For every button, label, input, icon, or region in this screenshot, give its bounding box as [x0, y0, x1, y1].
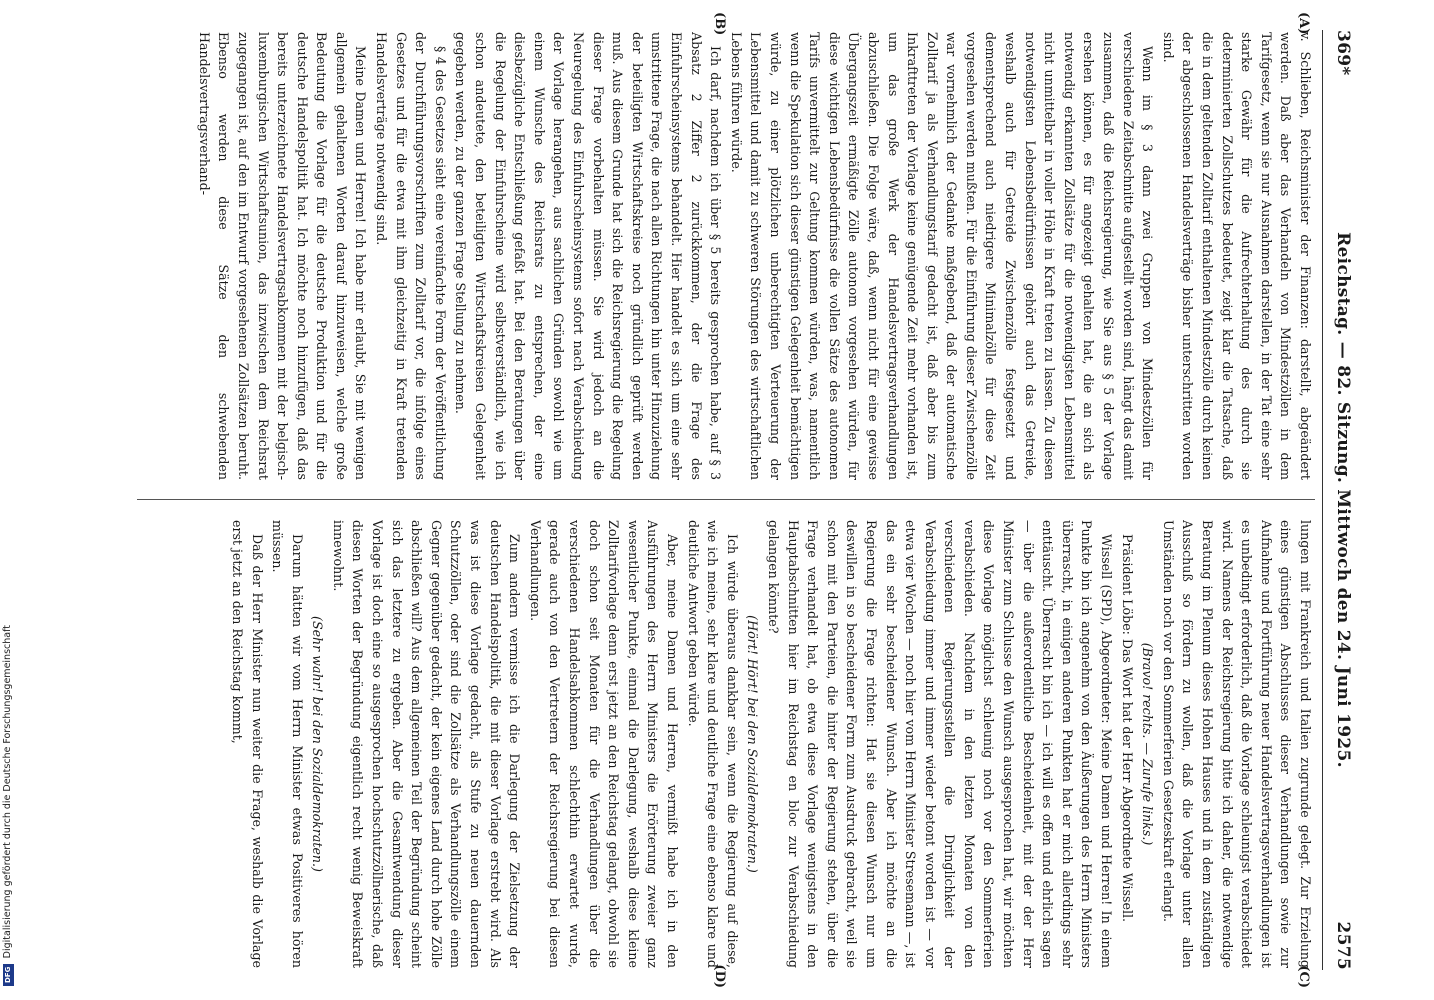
document-page	[67, 10, 1367, 990]
paragraph: Ich darf, nachdem ich über § 5 bereits gesprochen habe, auf § 3 Absatz 2 Ziffer 2 zurückkommen, der die Frage des Einfuhrscheinsystems behandelt. Hier handelt es sich um eine sehr umstrittene Frage, die nach allen Richtungen hin unter Hinzuziehung der beteiligten Wirtschaftskreise noch gründlich geprüft werden muß. Aus diesem Grunde hat sich die Reichsregierung die Regelung dieser Frage vorbehalten müssen. Sie wird jedoch an die Neuregelung des Einfuhrscheinsystems sofort nach Verabschiedung der Vorlage herangehen, aus sachlichen Gründen sowohl wie um einem Wunsche des Reichsrats zu entsprechen, der eine diesbezügliche Entschließung gefaßt hat. Bei den Beratungen über die Regelung der Einfuhrscheine wird selbstverständlich, wie ich schon andeutete, den beteiligten Wirtschaftskreisen Gelegenheit gegeben werden, zu der ganzen Frage Stellung zu nehmen.	[453, 32, 724, 480]
paragraph: Meine Damen und Herren! Ich habe mir erlaubt, Sie mit wenigen allgemein gehaltenen Worten darauf hinzuweisen, welche große Bedeutung die Vorlage für die deutsche Produktion und für die deutsche Handelspolitik hat. Ich möchte noch hinzufügen, daß das bereits unterzeichnete Handelsvertragsabkommen mit der belgisch-luxemburgischen Wirtschaftsunion, das inzwischen dem Reichsrat zugegangen ist, auf den im Entwurf vorgesehenen Zollsätzen beruht. Ebenso werden diese Sätze den schwebenden Handelsvertragsverhand-	[196, 32, 369, 480]
page-header	[1327, 30, 1353, 970]
margin-mark-c: (C)	[1296, 965, 1311, 988]
paragraph: v. Schlieben, Reichsminister der Finanzen: darstellt, abgeändert werden. Daß aber das Verhandeln von Mindestzöllen in dem Tarifgesetz, wenn sie nur Ausnahmen darstellen, in der Tat eine sehr starke Gewähr für die Aufrechterhaltung des durch sie determinierten Zollschutzes bedeutet, zeigt klar die Tatsache, daß die in dem geltenden Zolltarif enthaltenen Mindestzölle durch keinen der abgeschlossenen Handelsverträge bisher unterschritten worden sind.	[1160, 32, 1313, 480]
interjection: (Bravo! rechts. — Zurufe links.)	[1140, 642, 1156, 846]
paragraph: Wissell (SPD), Abgeordneter: Meine Damen und Herren! In einem Punkte bin ich angenehm von den Äußerungen des Herrn Ministers überrascht, in einigen anderen Punkten hat er mich allerdings sehr enttäuscht. Überrascht bin ich — ich will es offen und ehrlich sagen — über die außerordentliche Bescheidenheit, mit der der Herr Minister zum Schlusse den Wunsch ausgesprochen hat, wir möchten diese Vorlage möglichst schleunig noch vor den Sommerferien verabschieden. Nachdem in den letzten Monaten von den verschiedenen Regierungsstellen die Dringlichkeit der Verabschiedung immer und immer wieder betont worden ist — vor etwa vier Wochen — noch hier vom Herrn Minister Stresemann —, ist das ein sehr bescheidener Wunsch. Aber ich möchte an die Regierung die Frage richten: Hat sie diesen Wunsch nur um deswillen in so bescheidener Form zum Ausdruck gebracht, weil sie schon mit den Parteien, die hinter der Regierung stehen, über die Frage verhandelt hat, ob etwa diese Vorlage wenigstens in den Hauptabschnitten hier im Reichstag en bloc zur Verabschiedung gelangen könnte?	[765, 520, 1115, 968]
header-rule	[1322, 30, 1323, 970]
interjection: (Sehr wahr! bei den Sozialdemokraten.)	[310, 616, 326, 872]
paragraph: Zum andern vermisse ich die Darlegung der Zielsetzung der deutschen Handelspolitik, die mit dieser Vorlage erstrebt wird. Als was ist diese Vorlage gedacht, als Stufe zu neuen dauernden Schutzzöllen, oder sind die Zollsätze als Verhandlungszölle einem Gegner gegenüber gedacht, der kein eigenes Land durch hohe Zölle abschließen will? Aus dem allgemeinen Teil der Begründung scheint sich das letztere zu ergeben. Aber die Gesamtwendung dieser Vorlage ist doch eine so ausgesprochen hochschutzzöllnerische, daß diesen Worten der Begründung eigentlich recht wenig Beweiskraft innewohnt.	[330, 520, 523, 968]
paragraph: lungen mit Frankreich und Italien zugrunde gelegt. Zur Erzielung eines günstigen Abschlusses dieser Verhandlungen sowie zur Aufnahme und Fortführung neuer Handelsvertragsverhandlungen ist es unbedingt erforderlich, daß die Vorlage schleunigst verabschiedet wird. Namens der Reichsregierung bitte ich daher, die notwendige Beratung im Plenum dieses Hohen Hauses und in dem zuständigen Ausschuß so fördern zu wollen, daß die Vorlage unter allen Umständen noch vor den Sommerferien Gesetzeskraft erlangt.	[1160, 520, 1313, 968]
left-column	[137, 32, 1315, 480]
margin-mark-b: (B)	[712, 12, 727, 36]
paragraph: Darum hätten wir vom Herrn Minister etwas Positiveres hören müssen.	[270, 520, 305, 968]
digitization-sidebar	[2, 120, 16, 992]
paragraph: § 4 des Gesetzes sieht eine vereinfachte Form der Veröffentlichung der Durchführungsvorschriften zum Zolltarif vor, die infolge eines Gesetzes und für die etwa mit ihm gleichzeitig in Kraft tretenden Handelsverträge notwendig sind.	[374, 32, 448, 480]
paragraph: Daß der Herr Minister nun weiter die Frage, weshalb die Vorlage erst jetzt an den Reichstag kommt,	[229, 520, 265, 968]
paragraph: Wenn im § 3 dann zwei Gruppen von Mindestzöllen für verschiedene Zeitabschnitte aufgestellt worden sind, hängt das damit zusammen, daß die Reichsregierung, wie Sie aus § 5 der Vorlage ersehen können, es für angezeigt gehalten hat, die an sich als notwendig erkannten Zollsätze für die notwendigsten Lebensmittel nicht unmittelbar in voller Höhe in Kraft treten zu lassen. Zu diesen notwendigsten Lebensbedürfnissen gehört auch das Getreide, weshalb auch für Getreide Zwischenzölle festgesetzt und dementsprechend auch niedrigere Minimalzölle für diese Zeit vorgesehen werden mußten. Für die Einführung dieser Zwischenzölle war vornehmlich der Gedanke maßgebend, daß der automatische Zolltarif ja als Verhandlungstarif gedacht ist, daß aber bis zum Inkrafttreten der Vorlage keine genügende Zeit mehr vorhanden ist, um das große Werk der Handelsvertragsverhandlungen abzuschließen. Die Folge wäre, daß, wenn nicht für eine gewisse Übergangszeit ermäßigte Zölle autonom vorgesehen würden, für diese wichtigen Lebensbedürfnisse die vollen Sätze des autonomen Tarifs unvermittelt zur Geltung kommen würden, was, namentlich wenn die Spekulation sich dieser günstigen Gelegenheit bemächtigen würde, zu einer plötzlichen unberechtigten Verteuerung der Lebensmittel und damit zu schweren Störungen des wirtschaftlichen Lebens führen würde.	[728, 32, 1156, 480]
paragraph: Präsident Löbe: Das Wort hat der Herr Abgeordnete Wissell.	[1119, 534, 1135, 923]
dfg-logo: DFG	[3, 964, 14, 986]
funding-note: Digitalisierung gefördert durch die Deutsche Forschungsgemeinschaft	[2, 624, 13, 958]
paragraph: Ich würde überaus dankbar sein, wenn die Regierung auf diese, wie ich meine, sehr klare und deutliche Frage eine ebenso klare und deutliche Antwort geben würde.	[685, 520, 740, 968]
right-column	[137, 520, 1315, 968]
margin-mark-a: (A)	[1296, 12, 1311, 35]
header-title: Reichstag. — 82. Sitzung. Mittwoch den 24. Juni 1925.	[1333, 232, 1353, 768]
page-number-left: 369*	[1333, 30, 1353, 76]
page-number-right: 2575	[1333, 921, 1353, 970]
column-divider	[137, 499, 1315, 500]
interjection: (Hört! Hört! bei den Sozialdemokraten.)	[745, 615, 761, 873]
margin-mark-d: (D)	[712, 964, 727, 988]
paragraph: Aber, meine Damen und Herren, vermißt habe ich in den Ausführungen des Herrn Ministers die Erörterung zweier ganz wesentlicher Punkte, einmal die Darlegung, weshalb diese kleine Zolltarifvorlage denn erst jetzt an den Reichstag gelangt, obwohl sie doch schon seit Monaten für die Verhandlungen über die verschiedenen Handelsabkommen schlechthin erwartet wurde, gerade auch von den Vertretern der Reichsregierung bei diesen Verhandlungen.	[527, 520, 680, 968]
